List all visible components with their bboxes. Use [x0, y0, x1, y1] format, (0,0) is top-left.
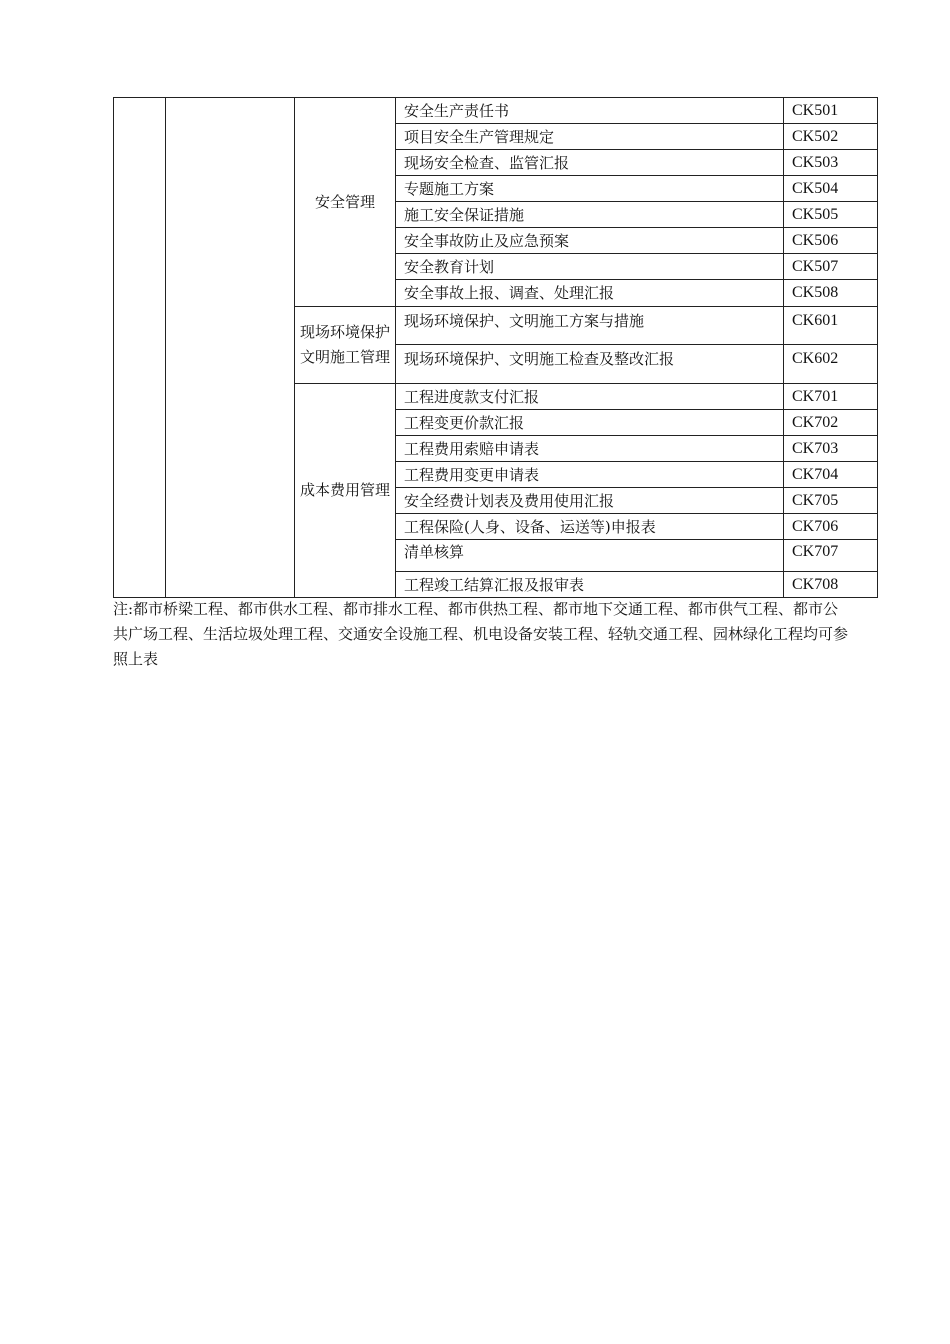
- item-code: CK703: [784, 436, 878, 462]
- category-label: 成本费用管理: [299, 481, 390, 499]
- category-cell: [295, 307, 396, 384]
- item-name: 安全生产责任书: [396, 98, 784, 124]
- category-label: 现场环境保护文明施工管理: [299, 323, 390, 366]
- item-name: 安全教育计划: [396, 254, 784, 280]
- item-code: CK701: [784, 384, 878, 410]
- item-name: 清单核算: [396, 540, 784, 572]
- item-code: CK505: [784, 202, 878, 228]
- item-code: CK502: [784, 124, 878, 150]
- blank-column-1: [114, 98, 166, 598]
- item-name: 工程费用索赔申请表: [396, 436, 784, 462]
- footnote: 注:都市桥梁工程、都市供水工程、都市排水工程、都市供热工程、都市地下交通工程、都市供气工程、都市公共广场工程、生活垃圾处理工程、交通安全设施工程、机电设备安装工程、轻轨交通工程、园林绿化工程均可参照上表: [113, 600, 849, 668]
- item-code: CK503: [784, 150, 878, 176]
- item-name: 现场安全检查、监管汇报: [396, 150, 784, 176]
- item-code: CK702: [784, 410, 878, 436]
- document-table: [113, 97, 878, 598]
- item-code: CK707: [784, 540, 878, 572]
- item-name: 安全经费计划表及费用使用汇报: [396, 488, 784, 514]
- item-name: 工程费用变更申请表: [396, 462, 784, 488]
- blank-column-2: [166, 98, 295, 598]
- item-name: 工程变更价款汇报: [396, 410, 784, 436]
- category-cell: [295, 98, 396, 307]
- item-code: CK708: [784, 572, 878, 598]
- item-code: CK508: [784, 280, 878, 307]
- item-name: 现场环境保护、文明施工检查及整改汇报: [396, 345, 784, 384]
- table-row: [114, 98, 878, 124]
- item-code: CK501: [784, 98, 878, 124]
- item-code: CK704: [784, 462, 878, 488]
- item-code: CK507: [784, 254, 878, 280]
- item-name: 工程进度款支付汇报: [396, 384, 784, 410]
- item-code: CK705: [784, 488, 878, 514]
- item-code: CK602: [784, 345, 878, 384]
- item-code: CK506: [784, 228, 878, 254]
- item-name: 专题施工方案: [396, 176, 784, 202]
- item-name: 施工安全保证措施: [396, 202, 784, 228]
- item-code: CK706: [784, 514, 878, 540]
- item-name: 项目安全生产管理规定: [396, 124, 784, 150]
- category-label: 安全管理: [314, 192, 375, 211]
- item-name: 安全事故防止及应急预案: [396, 228, 784, 254]
- item-name: 安全事故上报、调查、处理汇报: [396, 280, 784, 307]
- item-code: CK504: [784, 176, 878, 202]
- item-name: 工程保险(人身、设备、运送等)申报表: [396, 514, 784, 540]
- item-name: 现场环境保护、文明施工方案与措施: [396, 307, 784, 345]
- category-cell: [295, 384, 396, 598]
- item-code: CK601: [784, 307, 878, 345]
- item-name: 工程竣工结算汇报及报审表: [396, 572, 784, 598]
